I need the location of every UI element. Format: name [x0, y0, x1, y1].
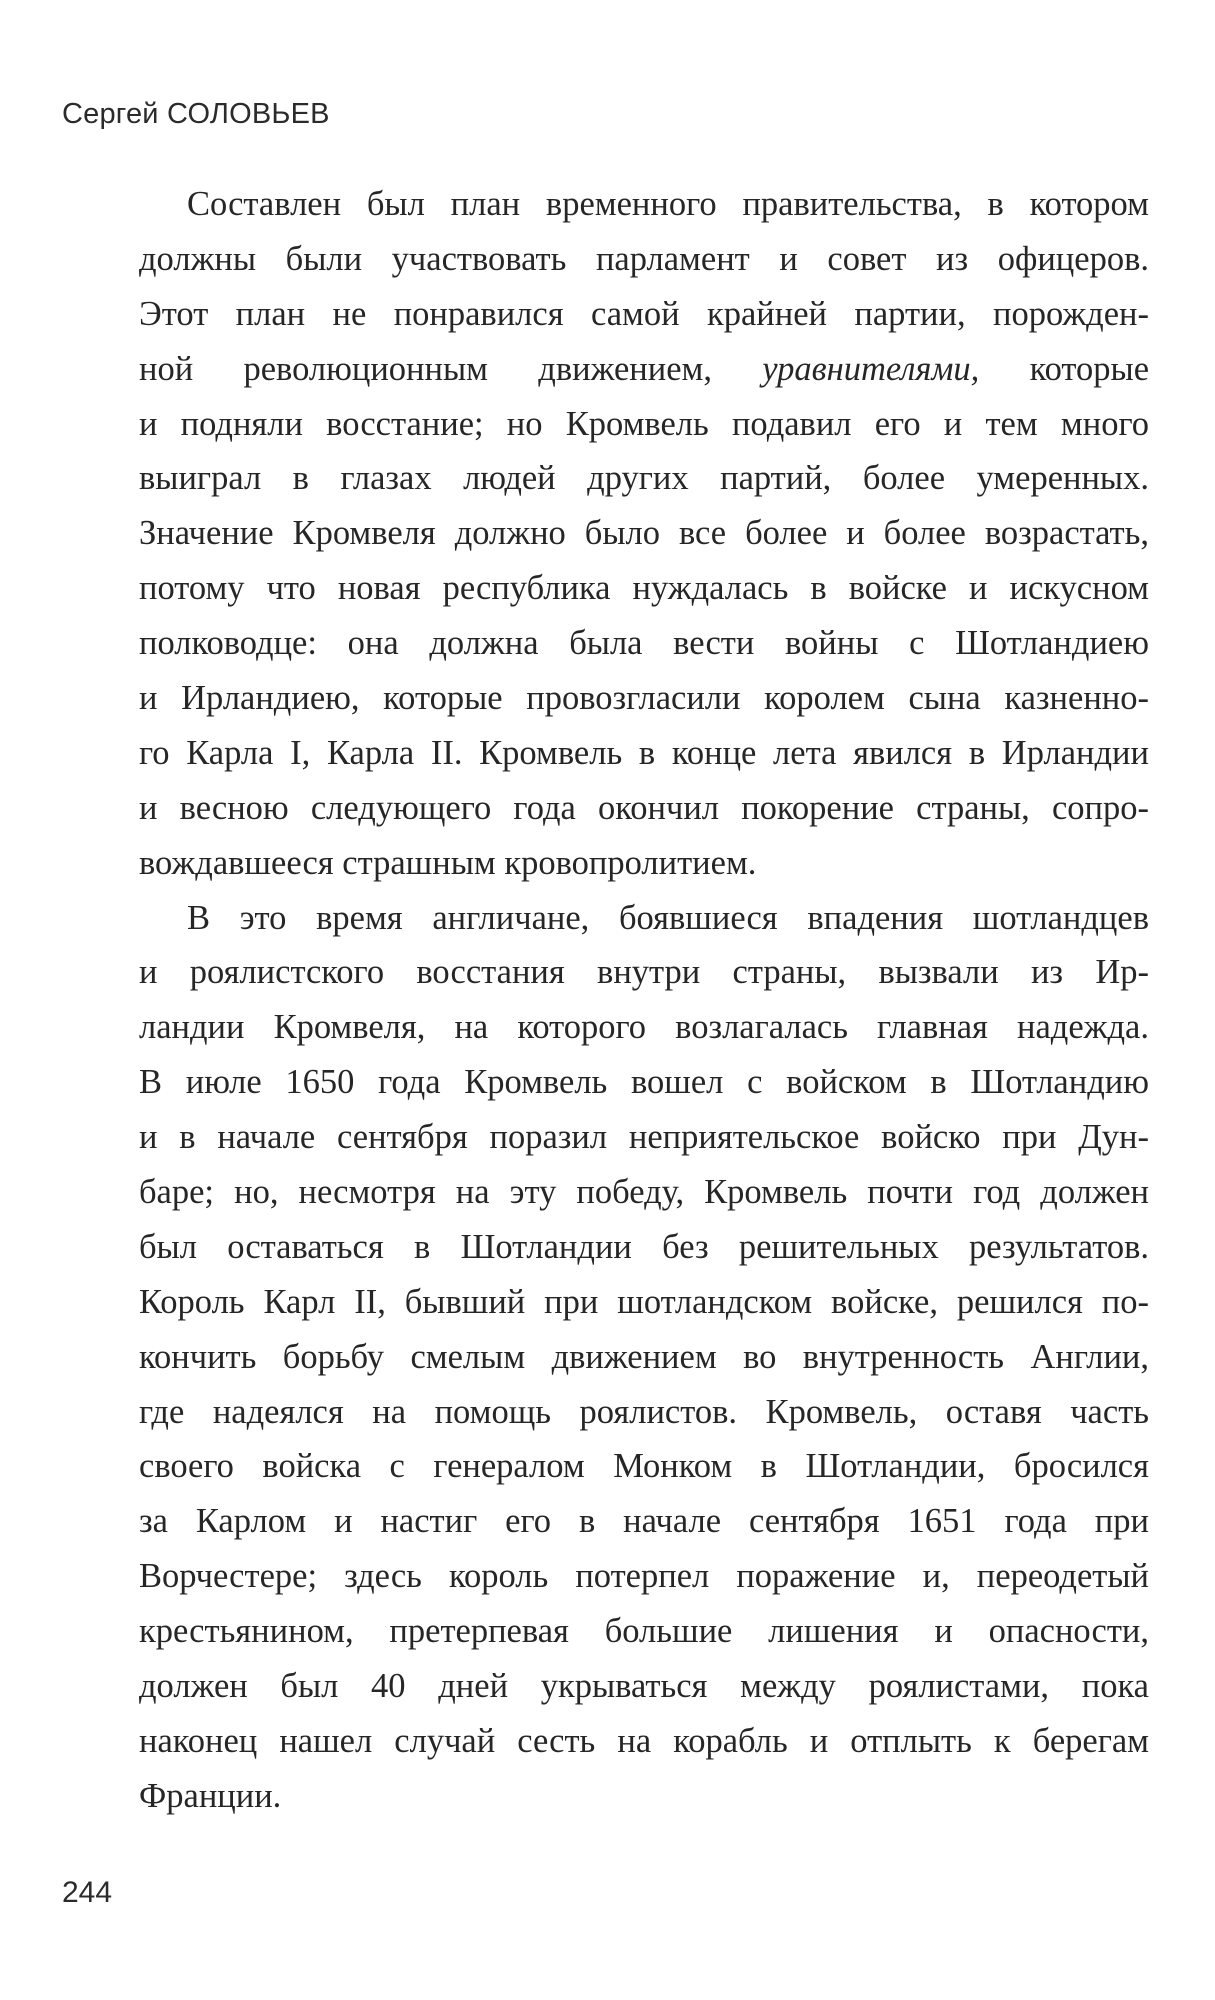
text-line: Король Карл II, бывший при шотландском войске, решился по- [139, 1282, 1149, 1321]
running-head [62, 98, 330, 131]
author-first-name: Сергей [62, 98, 159, 130]
text-line: своего войска с генералом Монком в Шотландии, бросился [139, 1447, 1149, 1486]
text-line: Составлен был план временного правительства, в котором [187, 185, 1149, 223]
text-line: за Карлом и настиг его в начале сентября 1651 года при [139, 1502, 1149, 1541]
text-line: и весною следующего года окончил покорение страны, сопро- [139, 788, 1149, 827]
text-line: где надеялся на помощь роялистов. Кромвель, оставя часть [139, 1392, 1149, 1431]
text-line-with-emphasis [139, 342, 1149, 397]
text-line: крестьянином, претерпевая большие лишения и опасности, [139, 1612, 1149, 1651]
text-line: был оставаться в Шотландии без решительных результатов. [139, 1227, 1149, 1266]
text-line: и роялистского восстания внутри страны, вызвали из Ир- [139, 953, 1149, 992]
text-line: вождавшееся страшным кровопролитием. [139, 843, 757, 882]
text-line: должны были участвовать парламент и совет из офицеров. [139, 239, 1149, 278]
text-line: Этот план не понравился самой крайней партии, порожден- [139, 294, 1149, 333]
text-segment: ной революционным движением, [139, 349, 763, 388]
text-line: наконец нашел случай сесть на корабль и отплыть к берегам [139, 1721, 1149, 1760]
text-line: потому что новая республика нуждалась в войске и искусном [139, 569, 1149, 608]
text-line: и в начале сентября поразил неприятельское войско при Дун- [139, 1118, 1149, 1157]
text-line: ландии Кромвеля, на которого возлагалась главная надежда. [139, 1008, 1149, 1047]
text-line: Франции. [139, 1776, 282, 1815]
text-line: должен был 40 дней укрываться между роялистами, пока [139, 1667, 1149, 1706]
text-line: В это время англичане, боявшиеся впадения шотландцев [187, 898, 1149, 937]
text-line: го Карла I, Карла II. Кромвель в конце лета явился в Ирландии [139, 733, 1149, 772]
text-line: Ворчестере; здесь король потерпел поражение и, переодетый [139, 1557, 1149, 1596]
text-line: и Ирландиею, которые провозгласили королем сына казненно- [139, 679, 1149, 718]
text-line: В июле 1650 года Кромвель вошел с войском в Шотландию [139, 1063, 1149, 1102]
author-last-name: СОЛОВЬЕВ [166, 98, 330, 130]
text-line: полководце: она должна была вести войны с Шотландиею [139, 624, 1149, 663]
body-text [139, 177, 1149, 1824]
text-line: баре; но, несмотря на эту победу, Кромвель почти год должен [139, 1173, 1149, 1212]
text-segment: которые [979, 349, 1150, 388]
text-line: Значение Кромвеля должно было все более и более возрастать, [139, 514, 1149, 553]
text-line: и подняли восстание; но Кромвель подавил его и тем много [139, 404, 1149, 443]
text-line: кончить борьбу смелым движением во внутренность Англии, [139, 1337, 1149, 1376]
text-line: выиграл в глазах людей других партий, более умеренных. [139, 459, 1149, 498]
emphasized-word: уравнителями, [762, 349, 980, 388]
page-number: 244 [62, 1876, 113, 1909]
